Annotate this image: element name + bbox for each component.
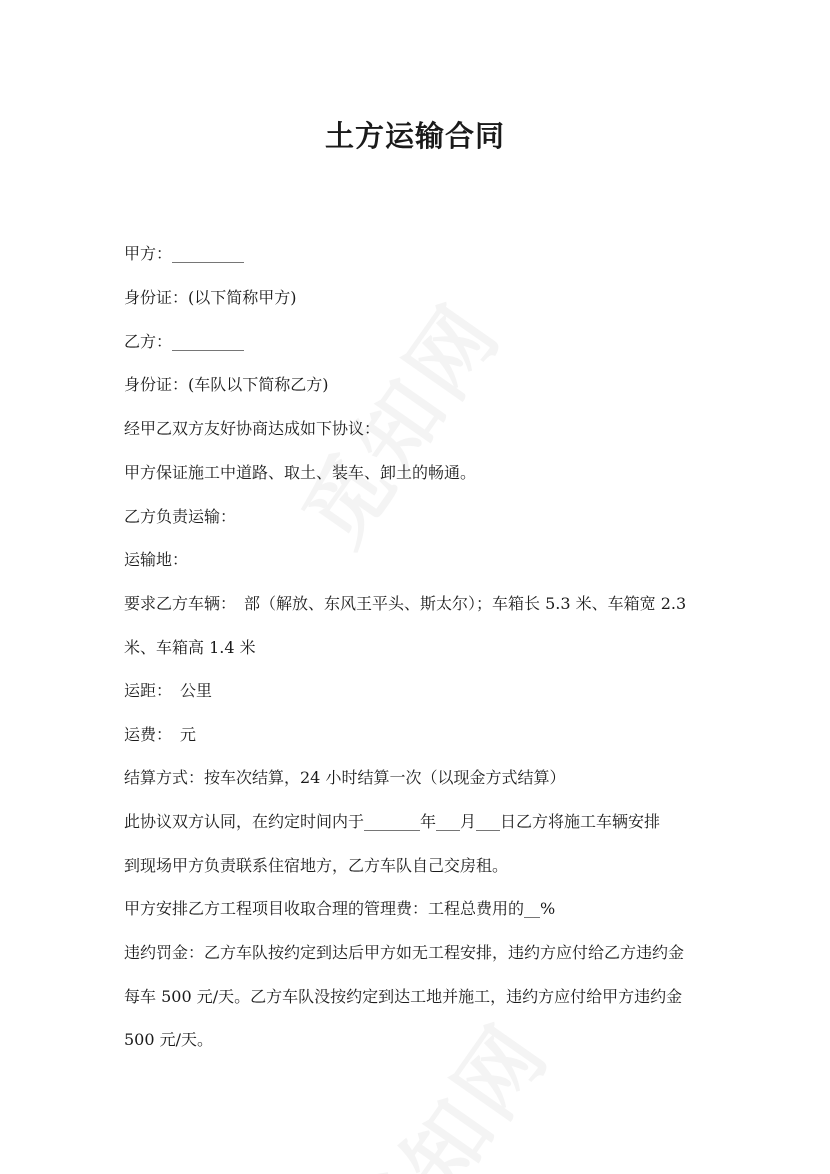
clause-vehicles: 要求乙方车辆： 部（解放、东风王平头、斯太尔）；车箱长 5.3 米、车箱宽 2.3 [124, 594, 687, 613]
clause-schedule-cont: 到现场甲方负责联系住宿地方，乙方车队自己交房租。 [124, 856, 509, 875]
party-b-id-line: 身份证：(车队以下简称乙方) [124, 375, 329, 394]
clause-vehicles-cont: 米、车箱高 1.4 米 [124, 638, 256, 657]
document-title: 土方运输合同 [324, 119, 505, 153]
party-a-line: 甲方：_________ [124, 244, 245, 263]
clause-management-fee: 甲方安排乙方工程项目收取合理的管理费：工程总费用的__% [124, 899, 556, 918]
clause-penalty: 违约罚金：乙方车队按约定到达后甲方如无工程安排，违约方应付给乙方违约金 [124, 943, 685, 962]
clause-destination: 运输地： [124, 550, 189, 569]
clause-transport: 乙方负责运输： [124, 507, 237, 526]
clause-road-access: 甲方保证施工中道路、取土、装车、卸土的畅通。 [124, 463, 477, 482]
clause-fee: 运费： 元 [124, 725, 197, 744]
clause-schedule: 此协议双方认同，在约定时间内于_______年___月___日乙方将施工车辆安排 [124, 812, 661, 831]
clause-penalty-cont: 每车 500 元/天。乙方车队没按约定到达工地并施工，违约方应付给甲方违约金 [124, 987, 683, 1006]
clause-penalty-end: 500 元/天。 [124, 1030, 214, 1049]
agreement-intro: 经甲乙双方友好协商达成如下协议： [124, 419, 381, 438]
clause-distance: 运距： 公里 [124, 681, 213, 700]
party-b-line: 乙方：_________ [124, 332, 245, 351]
party-a-id-line: 身份证：(以下简称甲方) [124, 288, 297, 307]
watermark [318, 995, 572, 1174]
clause-settlement: 结算方式：按车次结算，24 小时结算一次（以现金方式结算） [124, 768, 566, 787]
